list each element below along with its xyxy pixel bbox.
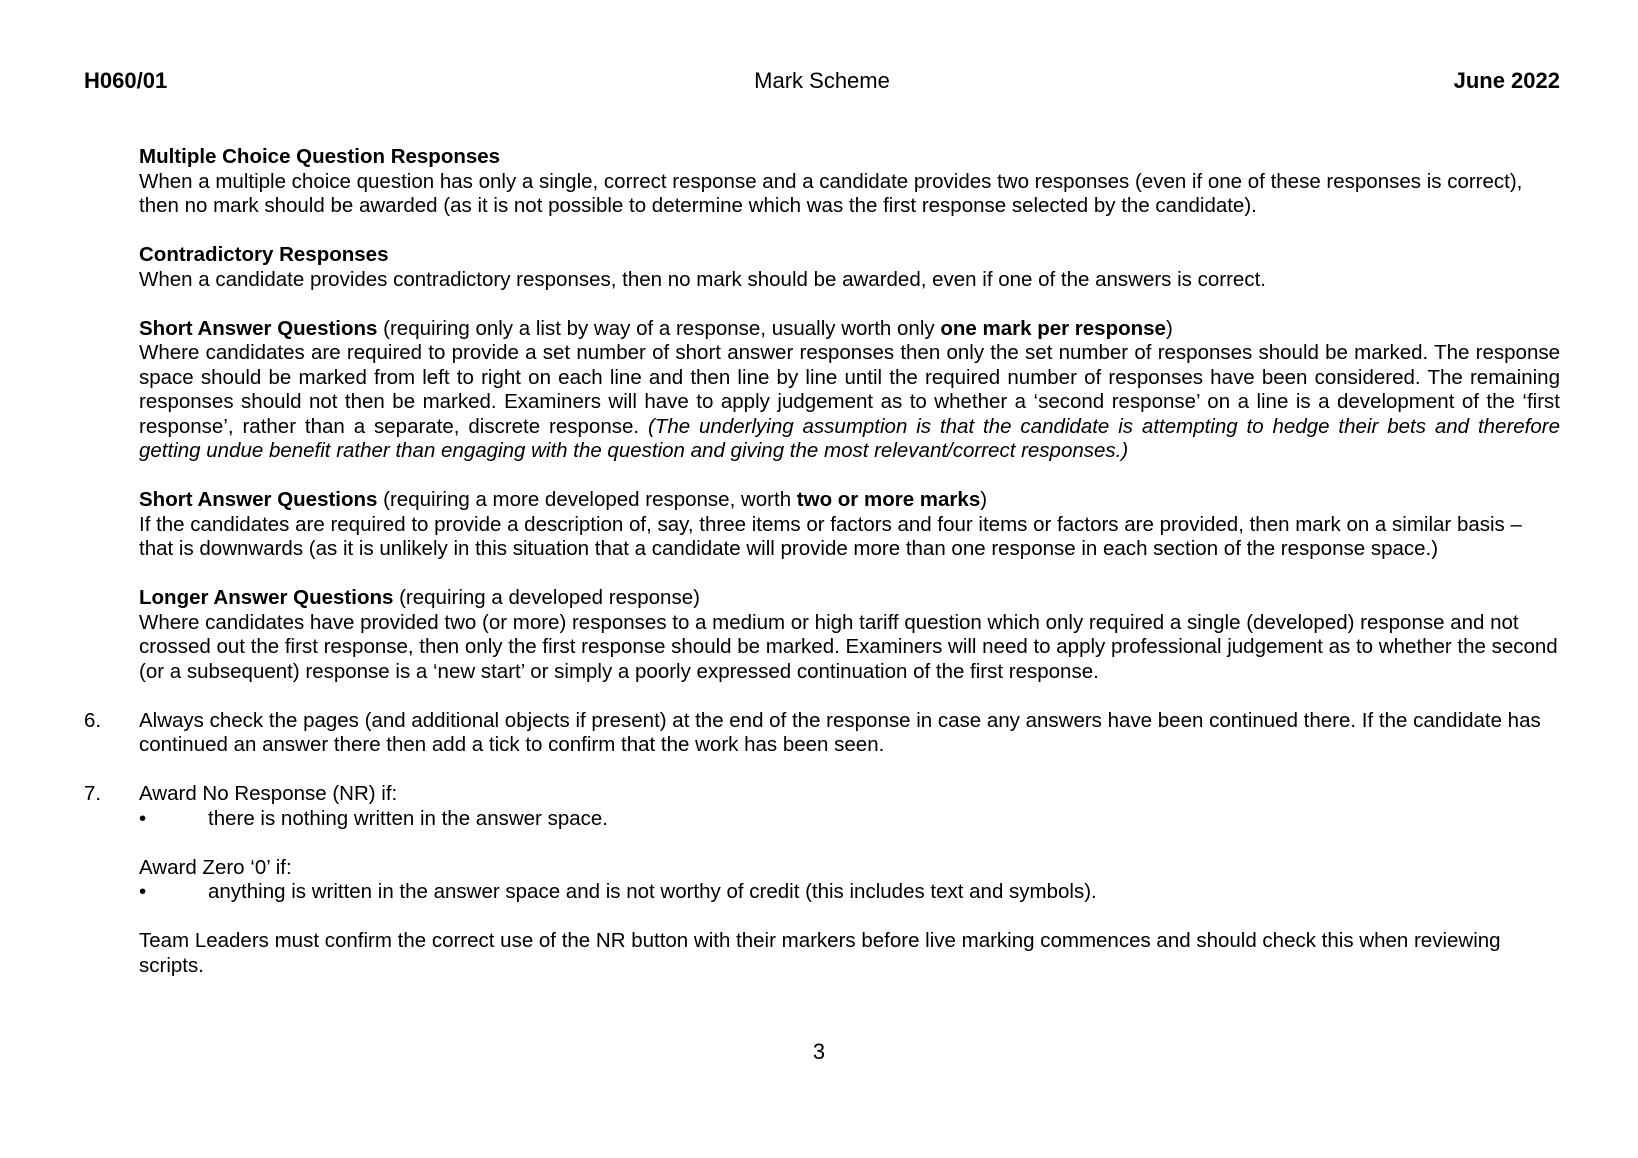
bullet-item [139, 807, 1560, 832]
section-heading-line [139, 586, 1560, 611]
document-title: Mark Scheme [754, 68, 890, 93]
rule-intro: Award No Response (NR) if: [139, 782, 398, 805]
zero-rule [139, 856, 1560, 905]
item-number: 6. [84, 708, 102, 732]
section-body-text: Where candidates are required to provide a set number of short answer responses then only the set number of responses should be marked. The response space should be marked from left to right on each line and then line by line until the required number of responses have been considered. The remaining responses should not then be marked. Examiners will have to apply judgement as to whether a ‘second response’ on a line is a development of the ‘first response’, rather than a separate, discrete response. [139, 341, 1560, 438]
bullet-text: there is nothing written in the answer space. [208, 806, 608, 830]
section-heading: Multiple Choice Question Responses [139, 145, 501, 168]
section-body: When a multiple choice question has only a single, correct response and a candidate provides two responses (even if one of these responses is correct), then no mark should be awarded (as it is not possible to determine which was the first response selected by the candidate). [139, 169, 1523, 217]
heading-qualifier: (requiring a more developed response, worth [377, 488, 797, 511]
rule-intro: Award Zero ‘0’ if: [139, 855, 292, 879]
numbered-item-6 [84, 708, 1560, 758]
team-leaders-note: Team Leaders must confirm the correct use of the NR button with their markers before live marking commences and should check this when reviewing scripts. [139, 929, 1501, 977]
section-heading: Short Answer Questions [139, 488, 378, 511]
section-body: When a candidate provides contradictory responses, then no mark should be awarded, even if one of the answers is correct. [139, 267, 1266, 291]
section-contradictory [139, 243, 1560, 292]
heading-qualifier-bold: one mark per response [940, 316, 1166, 340]
heading-qualifier: (requiring only a list by way of a response, usually worth only [377, 316, 941, 340]
exam-date: June 2022 [1453, 68, 1560, 93]
heading-qualifier-bold: two or more marks [796, 488, 981, 511]
section-body-note: (The underlying assumption is that the candidate is attempting to hedge their bets and therefore getting undue benefit rather than engaging with the question and giving the most relevant/correct responses.) [139, 414, 1560, 462]
section-body: Where candidates have provided two (or more) responses to a medium or high tariff question which only required a single (developed) response and not crossed out the first response, then only the first response should be marked. Examiners will need to apply professional judgement as to whether the second (or a subsequent) response is a ‘new start’ or simply a poorly expressed continuation of the first response. [139, 610, 1558, 683]
heading-qualifier-end: ) [1165, 316, 1173, 340]
section-heading: Contradictory Responses [139, 243, 389, 266]
page-number: 3 [812, 1039, 826, 1064]
section-heading: Short Answer Questions [139, 316, 378, 340]
section-short-answer-list [139, 317, 1560, 464]
section-heading-line [139, 488, 1560, 513]
bullet-item [139, 880, 1560, 905]
section-heading-line [139, 317, 1560, 342]
page-content [84, 145, 1560, 1003]
section-mcq [139, 145, 1560, 219]
item-number: 7. [84, 782, 102, 805]
section-longer-answer [139, 586, 1560, 684]
section-body: If the candidates are required to provide a description of, say, three items or factors and four items or factors are provided, then mark on a similar basis – that is downwards (as it is unlikely in this situation that a candidate will provide more than one response in each section of the response space.) [139, 512, 1522, 560]
bullet-icon: • [139, 880, 147, 903]
section-heading: Longer Answer Questions [139, 586, 394, 609]
heading-qualifier-end: ) [980, 488, 988, 511]
no-response-rule [139, 782, 1560, 831]
numbered-item-7 [84, 782, 1560, 978]
item-body: Always check the pages (and additional objects if present) at the end of the response in case any answers have been continued there. If the candidate has continued an answer there then add a tick to confirm that the work has been seen. [139, 708, 1541, 756]
bullet-icon: • [139, 806, 147, 830]
bullet-text: anything is written in the answer space and is not worthy of credit (this includes text and symbols). [208, 880, 1097, 903]
section-body [139, 341, 1560, 464]
page-header [84, 69, 1560, 97]
section-short-answer-developed [139, 488, 1560, 562]
paper-code: H060/01 [84, 68, 168, 93]
heading-qualifier: (requiring a developed response) [393, 586, 700, 609]
